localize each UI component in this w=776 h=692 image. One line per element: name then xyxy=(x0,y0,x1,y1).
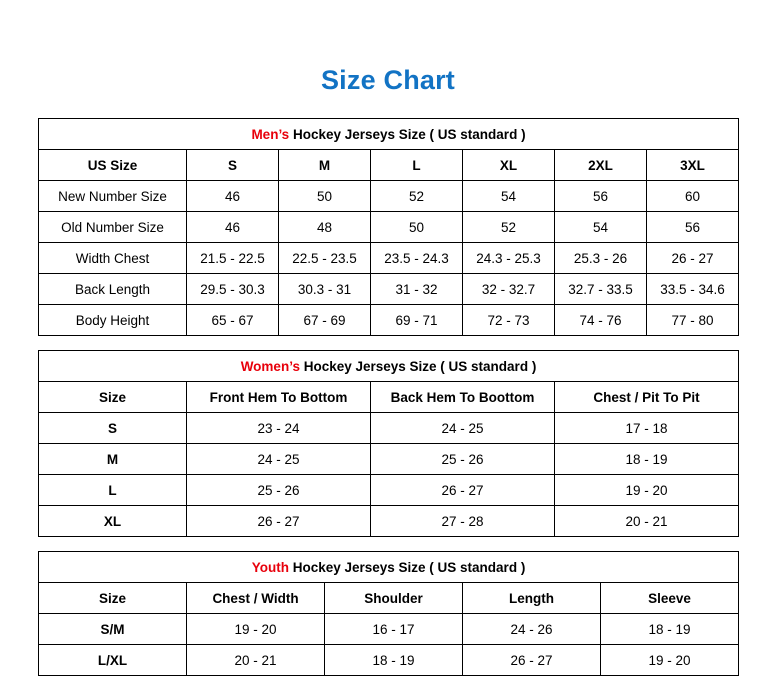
table-cell: 26 - 27 xyxy=(371,475,555,506)
row-label: Old Number Size xyxy=(39,212,187,243)
table-row xyxy=(39,506,739,537)
table-cell: 25 - 26 xyxy=(187,475,371,506)
table-header-row xyxy=(39,382,739,413)
row-label: L xyxy=(39,475,187,506)
table-cell: 32 - 32.7 xyxy=(463,274,555,305)
table-cell: 23 - 24 xyxy=(187,413,371,444)
column-header: Size xyxy=(39,382,187,413)
table-header-row xyxy=(39,583,739,614)
row-label: Body Height xyxy=(39,305,187,336)
table-cell: 67 - 69 xyxy=(279,305,371,336)
youth-section-accent: Youth xyxy=(251,559,289,575)
row-label: L/XL xyxy=(39,645,187,676)
table-cell: 54 xyxy=(463,181,555,212)
column-header: S xyxy=(187,150,279,181)
table-cell: 46 xyxy=(187,181,279,212)
womens-size-table xyxy=(38,350,739,537)
table-row xyxy=(39,243,739,274)
table-cell: 23.5 - 24.3 xyxy=(371,243,463,274)
column-header: Sleeve xyxy=(601,583,739,614)
table-cell: 46 xyxy=(187,212,279,243)
column-header: L xyxy=(371,150,463,181)
table-cell: 24 - 25 xyxy=(371,413,555,444)
row-label: M xyxy=(39,444,187,475)
table-cell: 74 - 76 xyxy=(555,305,647,336)
table-cell: 27 - 28 xyxy=(371,506,555,537)
row-label: Back Length xyxy=(39,274,187,305)
table-cell: 20 - 21 xyxy=(555,506,739,537)
womens-section-accent: Women’s xyxy=(240,358,300,374)
column-header: 3XL xyxy=(647,150,739,181)
table-cell: 20 - 21 xyxy=(187,645,325,676)
table-cell: 50 xyxy=(279,181,371,212)
table-cell: 17 - 18 xyxy=(555,413,739,444)
table-cell: 19 - 20 xyxy=(601,645,739,676)
table-cell: 60 xyxy=(647,181,739,212)
table-row xyxy=(39,212,739,243)
table-cell: 25 - 26 xyxy=(371,444,555,475)
table-row xyxy=(39,475,739,506)
table-row xyxy=(39,305,739,336)
table-cell: 52 xyxy=(463,212,555,243)
table-cell: 56 xyxy=(647,212,739,243)
table-cell: 56 xyxy=(555,181,647,212)
table-row xyxy=(39,444,739,475)
table-cell: 32.7 - 33.5 xyxy=(555,274,647,305)
table-cell: 22.5 - 23.5 xyxy=(279,243,371,274)
table-cell: 18 - 19 xyxy=(555,444,739,475)
section-header-row xyxy=(39,351,739,382)
row-label: XL xyxy=(39,506,187,537)
column-header: Chest / Pit To Pit xyxy=(555,382,739,413)
column-header: 2XL xyxy=(555,150,647,181)
womens-section-title xyxy=(39,351,739,382)
row-label: S xyxy=(39,413,187,444)
row-label: Width Chest xyxy=(39,243,187,274)
page-title: Size Chart xyxy=(320,65,456,95)
table-cell: 29.5 - 30.3 xyxy=(187,274,279,305)
table-cell: 25.3 - 26 xyxy=(555,243,647,274)
table-cell: 52 xyxy=(371,181,463,212)
table-cell: 69 - 71 xyxy=(371,305,463,336)
table-cell: 65 - 67 xyxy=(187,305,279,336)
column-header: Length xyxy=(463,583,601,614)
size-chart-tables xyxy=(38,118,738,676)
mens-section-rest: Hockey Jerseys Size ( US standard ) xyxy=(289,126,526,142)
table-cell: 48 xyxy=(279,212,371,243)
table-cell: 19 - 20 xyxy=(555,475,739,506)
youth-section-title xyxy=(39,552,739,583)
table-cell: 21.5 - 22.5 xyxy=(187,243,279,274)
table-cell: 16 - 17 xyxy=(325,614,463,645)
table-cell: 54 xyxy=(555,212,647,243)
womens-section-rest: Hockey Jerseys Size ( US standard ) xyxy=(299,358,537,374)
column-header: XL xyxy=(463,150,555,181)
table-row xyxy=(39,645,739,676)
table-cell: 26 - 27 xyxy=(463,645,601,676)
table-cell: 26 - 27 xyxy=(647,243,739,274)
column-header: Chest / Width xyxy=(187,583,325,614)
table-cell: 33.5 - 34.6 xyxy=(647,274,739,305)
column-header: Front Hem To Bottom xyxy=(187,382,371,413)
section-header-row xyxy=(39,119,739,150)
column-header: Shoulder xyxy=(325,583,463,614)
table-cell: 24 - 25 xyxy=(187,444,371,475)
table-cell: 50 xyxy=(371,212,463,243)
table-row xyxy=(39,614,739,645)
table-cell: 77 - 80 xyxy=(647,305,739,336)
table-cell: 31 - 32 xyxy=(371,274,463,305)
table-header-row xyxy=(39,150,739,181)
table-row xyxy=(39,274,739,305)
table-cell: 24 - 26 xyxy=(463,614,601,645)
table-cell: 26 - 27 xyxy=(187,506,371,537)
row-label: S/M xyxy=(39,614,187,645)
column-header: Size xyxy=(39,583,187,614)
mens-section-title xyxy=(39,119,739,150)
mens-section-accent: Men’s xyxy=(251,126,290,142)
youth-section-rest: Hockey Jerseys Size ( US standard ) xyxy=(288,559,526,575)
row-label: New Number Size xyxy=(39,181,187,212)
table-cell: 72 - 73 xyxy=(463,305,555,336)
table-row xyxy=(39,181,739,212)
section-header-row xyxy=(39,552,739,583)
mens-size-table xyxy=(38,118,739,336)
table-row xyxy=(39,413,739,444)
table-cell: 18 - 19 xyxy=(601,614,739,645)
table-cell: 30.3 - 31 xyxy=(279,274,371,305)
table-cell: 24.3 - 25.3 xyxy=(463,243,555,274)
column-header: Back Hem To Boottom xyxy=(371,382,555,413)
table-cell: 18 - 19 xyxy=(325,645,463,676)
table-cell: 19 - 20 xyxy=(187,614,325,645)
column-header: US Size xyxy=(39,150,187,181)
youth-size-table xyxy=(38,551,739,676)
column-header: M xyxy=(279,150,371,181)
